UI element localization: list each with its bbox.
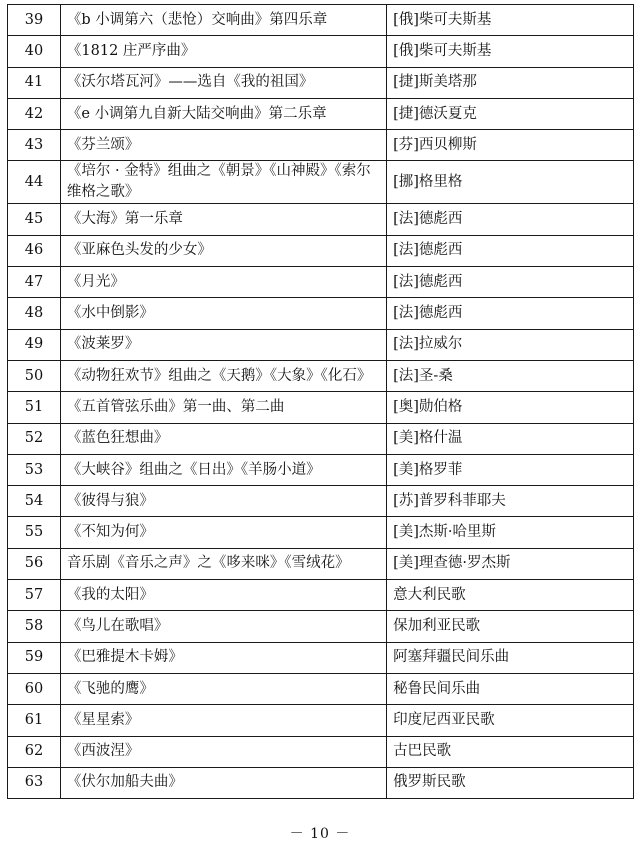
work-title: 《动物狂欢节》组曲之《天鹅》《大象》《化石》	[60, 360, 386, 391]
table-row	[8, 298, 634, 329]
row-number: 63	[8, 767, 61, 798]
row-number: 54	[8, 486, 61, 517]
row-number: 53	[8, 454, 61, 485]
composer: [美]格什温	[387, 423, 634, 454]
composer: [捷]斯美塔那	[387, 67, 634, 98]
composer: 意大利民歌	[387, 580, 634, 611]
row-number: 60	[8, 673, 61, 704]
row-number: 41	[8, 67, 61, 98]
work-title: 《不知为何》	[60, 517, 386, 548]
table-row	[8, 36, 634, 67]
work-title: 《星星索》	[60, 705, 386, 736]
composer: 古巴民歌	[387, 736, 634, 767]
music-list-table	[7, 4, 634, 799]
work-title: 《大海》第一乐章	[60, 204, 386, 235]
table-row	[8, 67, 634, 98]
composer: [美]理查德·罗杰斯	[387, 548, 634, 579]
table-row	[8, 204, 634, 235]
table-row	[8, 548, 634, 579]
work-title: 《我的太阳》	[60, 580, 386, 611]
composer: [苏]普罗科菲耶夫	[387, 486, 634, 517]
row-number: 50	[8, 360, 61, 391]
table-row	[8, 736, 634, 767]
table-row	[8, 98, 634, 129]
composer: 秘鲁民间乐曲	[387, 673, 634, 704]
work-title: 《波莱罗》	[60, 329, 386, 360]
work-title: 《五首管弦乐曲》第一曲、第二曲	[60, 392, 386, 423]
row-number: 46	[8, 235, 61, 266]
table-row	[8, 130, 634, 161]
composer: [芬]西贝柳斯	[387, 130, 634, 161]
work-title: 《1812 庄严序曲》	[60, 36, 386, 67]
table-row	[8, 5, 634, 36]
row-number: 42	[8, 98, 61, 129]
composer: 印度尼西亚民歌	[387, 705, 634, 736]
row-number: 48	[8, 298, 61, 329]
row-number: 56	[8, 548, 61, 579]
table-row	[8, 267, 634, 298]
row-number: 58	[8, 611, 61, 642]
table-row	[8, 454, 634, 485]
row-number: 57	[8, 580, 61, 611]
table-row	[8, 705, 634, 736]
table-row	[8, 392, 634, 423]
table-row	[8, 580, 634, 611]
table-row	[8, 517, 634, 548]
composer: 阿塞拜疆民间乐曲	[387, 642, 634, 673]
table-row	[8, 423, 634, 454]
table-body	[8, 5, 634, 799]
composer: [捷]德沃夏克	[387, 98, 634, 129]
work-title: 《巴雅提木卡姆》	[60, 642, 386, 673]
composer: [俄]柴可夫斯基	[387, 36, 634, 67]
row-number: 39	[8, 5, 61, 36]
composer: [法]德彪西	[387, 298, 634, 329]
work-title: 《蓝色狂想曲》	[60, 423, 386, 454]
row-number: 43	[8, 130, 61, 161]
work-title: 《水中倒影》	[60, 298, 386, 329]
work-title: 《月光》	[60, 267, 386, 298]
composer: 俄罗斯民歌	[387, 767, 634, 798]
row-number: 49	[8, 329, 61, 360]
work-title: 音乐剧《音乐之声》之《哆来咪》《雪绒花》	[60, 548, 386, 579]
composer: [法]德彪西	[387, 235, 634, 266]
page-number: － 10 －	[289, 826, 351, 842]
work-title: 《b 小调第六（悲怆）交响曲》第四乐章	[60, 5, 386, 36]
row-number: 62	[8, 736, 61, 767]
row-number: 52	[8, 423, 61, 454]
table-row	[8, 642, 634, 673]
composer: [法]德彪西	[387, 204, 634, 235]
row-number: 59	[8, 642, 61, 673]
work-title: 《培尔 · 金特》组曲之《朝景》《山神殿》《索尔维格之歌》	[60, 161, 386, 204]
composer: [美]杰斯·哈里斯	[387, 517, 634, 548]
row-number: 55	[8, 517, 61, 548]
table-row	[8, 486, 634, 517]
row-number: 61	[8, 705, 61, 736]
work-title: 《e 小调第九自新大陆交响曲》第二乐章	[60, 98, 386, 129]
work-title: 《飞驰的鹰》	[60, 673, 386, 704]
work-title: 《大峡谷》组曲之《日出》《羊肠小道》	[60, 454, 386, 485]
work-title: 《西波涅》	[60, 736, 386, 767]
row-number: 47	[8, 267, 61, 298]
table-row	[8, 329, 634, 360]
row-number: 51	[8, 392, 61, 423]
table-row	[8, 611, 634, 642]
table-row	[8, 767, 634, 798]
work-title: 《鸟儿在歌唱》	[60, 611, 386, 642]
composer: [挪]格里格	[387, 161, 634, 204]
work-title: 《芬兰颂》	[60, 130, 386, 161]
table-row	[8, 673, 634, 704]
work-title: 《沃尔塔瓦河》——选自《我的祖国》	[60, 67, 386, 98]
composer: 保加利亚民歌	[387, 611, 634, 642]
table-row	[8, 161, 634, 204]
work-title: 《伏尔加船夫曲》	[60, 767, 386, 798]
composer: [美]格罗菲	[387, 454, 634, 485]
composer: [法]圣-桑	[387, 360, 634, 391]
work-title: 《亚麻色头发的少女》	[60, 235, 386, 266]
table-row	[8, 360, 634, 391]
work-title: 《彼得与狼》	[60, 486, 386, 517]
composer: [法]德彪西	[387, 267, 634, 298]
row-number: 40	[8, 36, 61, 67]
row-number: 44	[8, 161, 61, 204]
composer: [法]拉威尔	[387, 329, 634, 360]
composer: [俄]柴可夫斯基	[387, 5, 634, 36]
table-row	[8, 235, 634, 266]
composer: [奥]勋伯格	[387, 392, 634, 423]
row-number: 45	[8, 204, 61, 235]
